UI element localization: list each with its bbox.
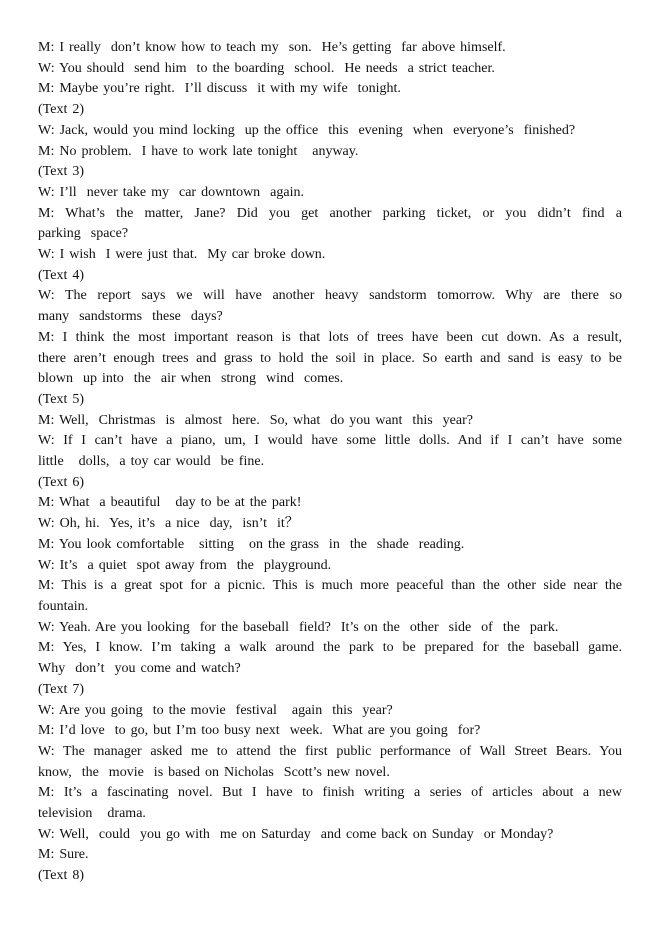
dialogue-line: M: I’d love to go, but I’m too busy next week. What are you going for? (38, 723, 481, 739)
dialogue-line: M: It’s a fascinating novel. But I have to finish writing a series of articles about a new (38, 785, 622, 801)
section-heading-text-8: (Text 8) (38, 868, 85, 884)
dialogue-line: W: Are you going to the movie festival again this year? (38, 702, 393, 718)
dialogue-line: W: The report says we will have another heavy sandstorm tomorrow. Why are there so (38, 288, 622, 304)
dialogue-line: M: Maybe you’re right. I’ll discuss it with my wife tonight. (38, 81, 401, 97)
dialogue-line: M: You look comfortable sitting on the grass in the shade reading. (38, 536, 465, 552)
dialogue-line: W: Oh, hi. Yes, it’s a nice day, isn’t it？ (38, 516, 299, 532)
dialogue-line: M: I really don’t know how to teach my son. He’s getting far above himself. (38, 40, 506, 55)
dialogue-line: M: Well, Christmas is almost here. So, what do you want this year? (38, 412, 473, 428)
dialogue-line: M: This is a great spot for a picnic. This is much more peaceful than the other side near the (38, 578, 622, 594)
dialogue-line: W: Well, could you go with me on Saturday and come back on Sunday or Monday? (38, 826, 554, 842)
dialogue-line: M: What a beautiful day to be at the park! (38, 495, 302, 511)
dialogue-line-continuation: parking space? (38, 226, 129, 242)
dialogue-line: M: Sure. (38, 847, 89, 863)
dialogue-line-continuation: television drama. (38, 806, 146, 822)
section-heading-text-4: (Text 4) (38, 267, 85, 283)
section-heading-text-5: (Text 5) (38, 391, 85, 407)
transcript-page (38, 38, 622, 887)
dialogue-line: W: I wish I were just that. My car broke down. (38, 247, 326, 263)
section-heading-text-2: (Text 2) (38, 102, 85, 118)
dialogue-line: W: Yeah. Are you looking for the baseball field? It’s on the other side of the park. (38, 619, 559, 635)
dialogue-line-continuation: Why don’t you come and watch? (38, 661, 241, 677)
dialogue-line-continuation: know, the movie is based on Nicholas Scott’s new novel. (38, 764, 390, 780)
dialogue-line: M: Yes, I know. I’m taking a walk around the park to be prepared for the baseball game. (38, 640, 622, 656)
dialogue-line: W: Jack, would you mind locking up the office this evening when everyone’s finished? (38, 122, 576, 138)
dialogue-line: W: It’s a quiet spot away from the playground. (38, 557, 332, 573)
dialogue-line-continuation: there aren’t enough trees and grass to hold the soil in place. So earth and sand is easy to be (38, 350, 622, 366)
dialogue-line: W: If I can’t have a piano, um, I would have some little dolls. And if I can’t have some (38, 433, 622, 449)
dialogue-line-continuation: many sandstorms these days? (38, 309, 223, 325)
dialogue-line-continuation: blown up into the air when strong wind comes. (38, 371, 344, 387)
dialogue-line-continuation: fountain. (38, 598, 89, 614)
section-heading-text-7: (Text 7) (38, 681, 85, 697)
dialogue-line-continuation: little dolls, a toy car would be fine. (38, 454, 265, 470)
dialogue-line: W: I’ll never take my car downtown again. (38, 184, 305, 200)
dialogue-line: W: You should send him to the boarding school. He needs a strict teacher. (38, 60, 495, 76)
section-heading-text-3: (Text 3) (38, 164, 85, 180)
dialogue-line: W: The manager asked me to attend the first public performance of Wall Street Bears. You (38, 743, 622, 759)
dialogue-line: M: What’s the matter, Jane? Did you get another parking ticket, or you didn’t find a (38, 205, 622, 221)
dialogue-line: M: I think the most important reason is that lots of trees have been cut down. As a result, (38, 329, 622, 345)
section-heading-text-6: (Text 6) (38, 474, 85, 490)
dialogue-line: M: No problem. I have to work late tonight anyway. (38, 143, 359, 159)
